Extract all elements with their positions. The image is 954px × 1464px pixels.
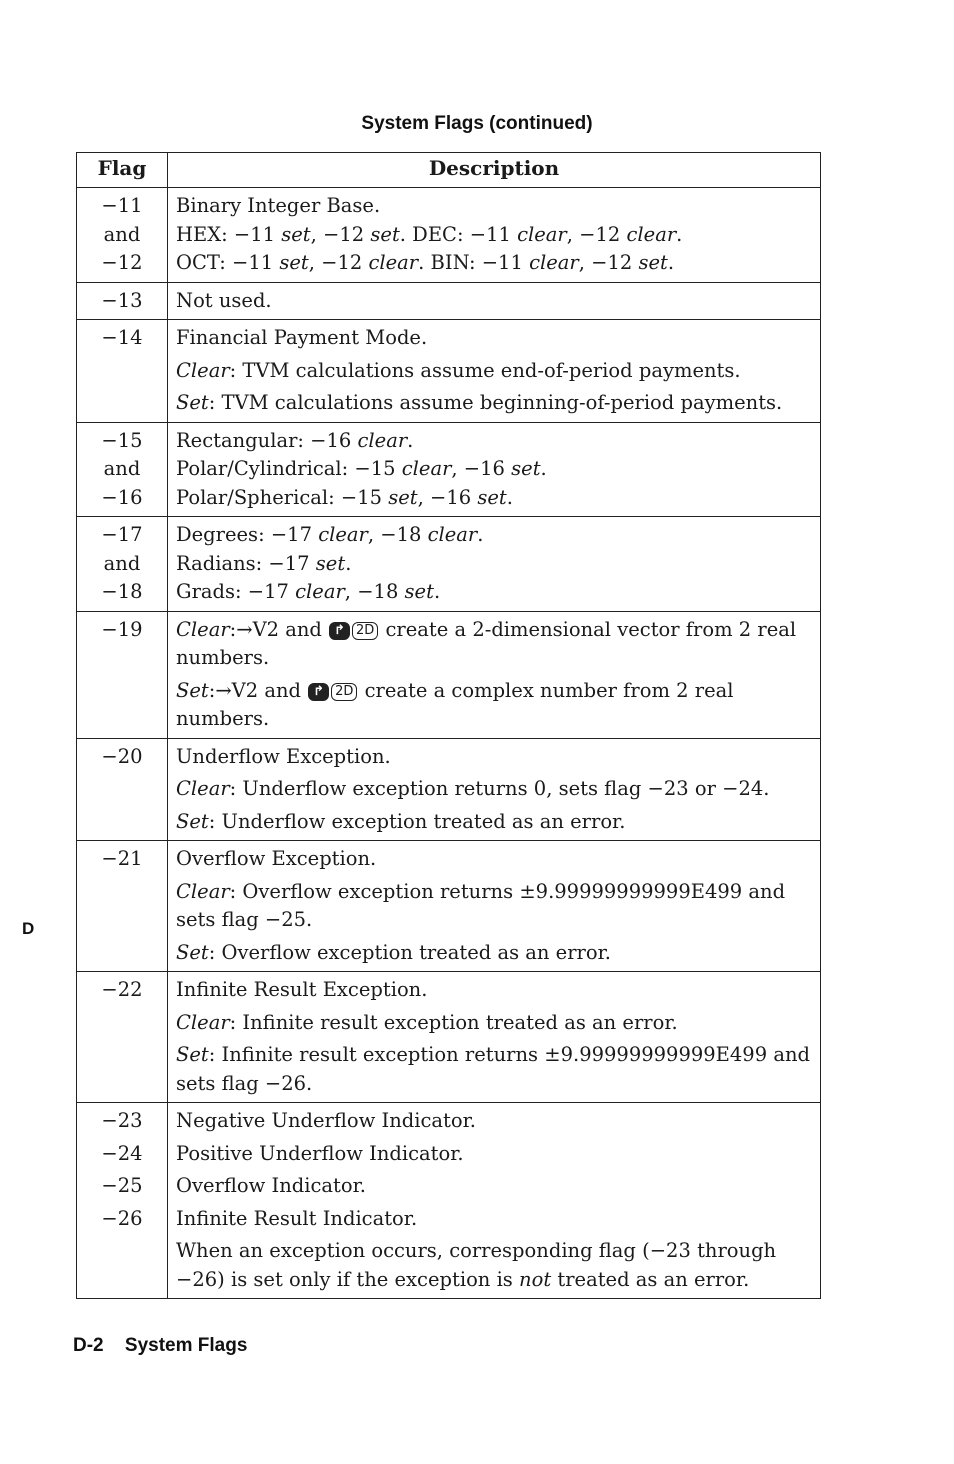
description-line: Overflow Exception.: [176, 847, 377, 870]
description-cell: [168, 422, 821, 517]
description-cell: [168, 517, 821, 612]
description-paragraph: [176, 616, 814, 673]
description-line: Set: TVM calculations assume beginning-of-period payments.: [176, 391, 783, 414]
footer-section-title: System Flags: [124, 1335, 248, 1356]
right-shift-key-icon: ↱: [308, 683, 329, 701]
page-title: System Flags (continued): [361, 113, 593, 134]
description-line: Binary Integer Base.: [176, 194, 381, 217]
page-footer: [73, 1335, 247, 1357]
description-line: Not used.: [176, 288, 272, 312]
description-line: Clear: TVM calculations assume end-of-period payments.: [176, 358, 741, 382]
description-line: Radians: −17 set.: [176, 551, 352, 575]
flag-joiner: and: [103, 222, 141, 246]
table-row: [77, 841, 821, 972]
description-cell: [168, 738, 821, 841]
table-row: [77, 611, 821, 738]
flag-number: −22: [101, 978, 143, 1001]
flag-number: −12: [101, 251, 143, 274]
description-cell: [168, 841, 821, 972]
table-row: [77, 422, 821, 517]
description-cell: [168, 188, 821, 283]
exception-note: [176, 1237, 814, 1294]
description-line: Set: Infinite result exception returns ±9.99999999999E499 and sets flag −26.: [176, 1043, 810, 1095]
flag-cell: [77, 517, 168, 612]
description-line: Polar/Cylindrical: −15 clear, −16 set.: [176, 457, 547, 480]
system-flags-table: [76, 152, 821, 1299]
table-header-row: [77, 153, 821, 188]
description-text: create a complex number from 2 real numbers.: [176, 678, 734, 730]
flag-number: −17: [101, 523, 143, 546]
table-row: [77, 517, 821, 612]
flag-cell: [77, 738, 168, 841]
table-row: [77, 738, 821, 841]
flag-number: −15: [101, 428, 143, 452]
description-line: Underflow Exception.: [176, 744, 391, 768]
flag-cell: [77, 841, 168, 972]
table-row: [77, 972, 821, 1103]
flag-cell: [77, 188, 168, 283]
description-line: HEX: −11 set, −12 set. DEC: −11 clear, −12 clear.: [176, 222, 683, 246]
description-line: Clear: Underflow exception returns 0, sets flag −23 or −24.: [176, 777, 770, 800]
flag-number: −16: [101, 485, 143, 509]
description-text: Set:→V2 and: [176, 678, 302, 702]
table-row: [77, 320, 821, 423]
description-line: Financial Payment Mode.: [176, 326, 428, 349]
description-cell: [168, 972, 821, 1103]
description-cell: [168, 320, 821, 423]
description-line: Infinite Result Exception.: [176, 978, 428, 1001]
flag-cell: [77, 1103, 168, 1299]
note-text: When an exception occurs, corresponding flag (−23 through −26) is set only if the exception is: [176, 1239, 777, 1291]
flag-number: −14: [101, 326, 143, 349]
description-line: Clear: Overflow exception returns ±9.99999999999E499 and sets flag −25.: [176, 879, 786, 931]
description-line: Positive Underflow Indicator.: [176, 1141, 464, 1165]
description-line: Degrees: −17 clear, −18 clear.: [176, 523, 484, 546]
note-emphasis: not: [519, 1267, 552, 1291]
flag-joiner: and: [103, 457, 141, 480]
side-tab-label: D: [22, 919, 35, 938]
flag-number: −25: [101, 1174, 143, 1197]
description-line: Grads: −17 clear, −18 set.: [176, 580, 441, 603]
description-cell: [168, 282, 821, 320]
flag-number: −24: [101, 1141, 143, 1165]
description-line: OCT: −11 set, −12 clear. BIN: −11 clear, −12 set.: [176, 251, 675, 274]
page-number: D-2: [73, 1335, 104, 1356]
description-cell: [168, 611, 821, 738]
flag-cell: [77, 422, 168, 517]
description-line: Set: Underflow exception treated as an error.: [176, 809, 626, 833]
flag-cell: [77, 320, 168, 423]
flag-cell: [77, 972, 168, 1103]
flag-joiner: and: [103, 551, 141, 575]
description-text: create a 2-dimensional vector from 2 real numbers.: [176, 617, 797, 669]
table-row: [77, 1103, 821, 1299]
flag-number: −19: [101, 617, 143, 641]
flag-cell: [77, 611, 168, 738]
description-cell: [168, 1103, 821, 1299]
flag-cell: [77, 282, 168, 320]
flag-number: −13: [101, 288, 143, 312]
description-line: Set: Overflow exception treated as an error.: [176, 940, 611, 964]
table-row: [77, 188, 821, 283]
flag-number: −18: [101, 580, 143, 603]
description-line: Clear: Infinite result exception treated as an error.: [176, 1010, 678, 1034]
note-text: treated as an error.: [557, 1267, 750, 1291]
right-shift-key-icon: ↱: [329, 622, 350, 640]
flag-number: −20: [101, 744, 143, 768]
flag-column-header: Flag: [77, 153, 168, 188]
flag-number: −23: [101, 1109, 143, 1132]
2d-key: 2D: [352, 622, 378, 640]
description-line: Negative Underflow Indicator.: [176, 1109, 476, 1132]
flag-number: −11: [101, 194, 143, 217]
table-row: [77, 282, 821, 320]
description-line: Rectangular: −16 clear.: [176, 428, 414, 452]
2d-key: 2D: [331, 683, 357, 701]
flag-number: −26: [101, 1206, 143, 1230]
description-paragraph: [176, 677, 814, 734]
description-line: Polar/Spherical: −15 set, −16 set.: [176, 485, 513, 509]
flag-number: −21: [101, 847, 143, 870]
description-line: Infinite Result Indicator.: [176, 1206, 418, 1230]
description-text: Clear:→V2 and: [176, 617, 322, 641]
description-column-header: Description: [168, 153, 821, 188]
description-line: Overflow Indicator.: [176, 1174, 366, 1197]
